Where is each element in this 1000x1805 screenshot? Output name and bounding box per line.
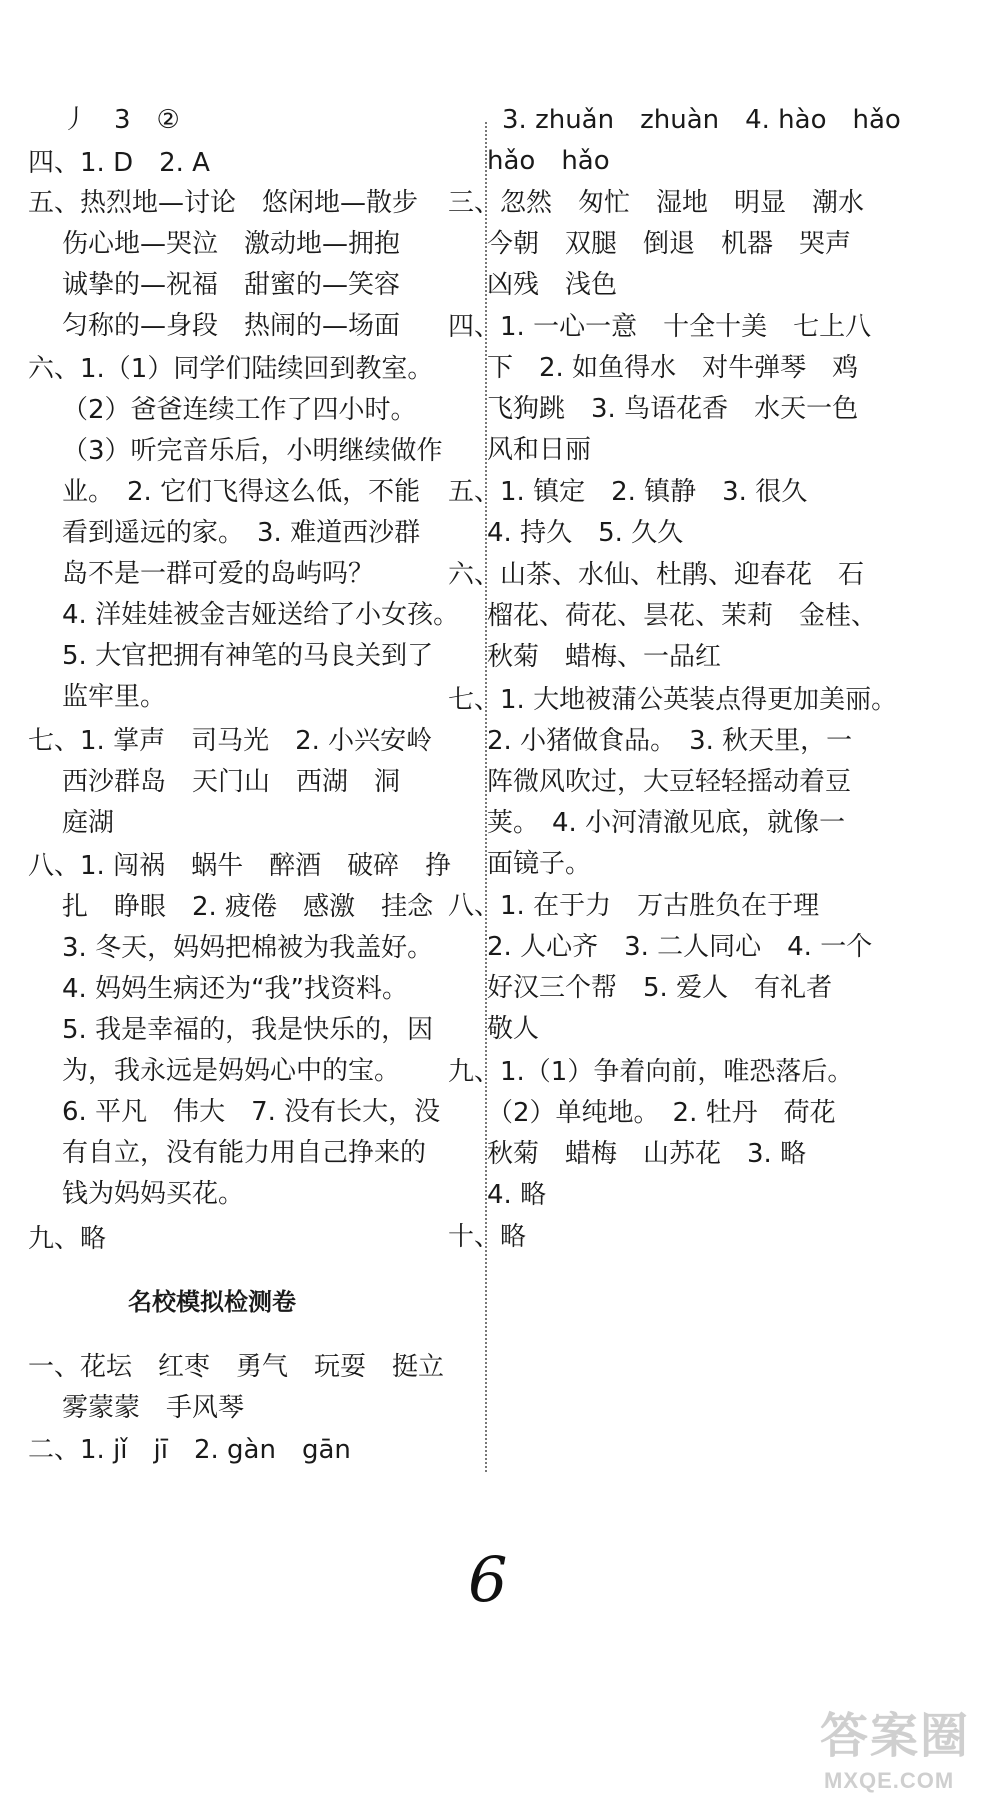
answer-line: 六、山茶、水仙、杜鹃、迎春花 石 [448, 560, 865, 590]
answer-line: 五、热烈地—讨论 悠闲地—散步 [28, 188, 419, 218]
answer-line: 面镜子。 [487, 849, 592, 879]
answer-line: 凶残 浅色 [487, 270, 618, 300]
section-title: 名校模拟检测卷 [128, 1288, 296, 1316]
answer-line: 3. 冬天，妈妈把棉被为我盖好。 [62, 933, 434, 963]
answer-line: 四、1. D 2. A [28, 148, 210, 178]
answer-line: 6. 平凡 伟大 7. 没有长大，没 [62, 1097, 441, 1127]
answer-line: 钱为妈妈买花。 [62, 1179, 245, 1209]
answer-line: 九、略 [28, 1224, 107, 1254]
answer-line: 六、1.（1）同学们陆续回到教室。 [28, 354, 434, 384]
answer-line: 风和日丽 [487, 435, 592, 465]
answer-line: 5. 大官把拥有神笔的马良关到了 [62, 641, 434, 671]
answer-line: 十、略 [448, 1222, 527, 1252]
answer-line: 岛不是一群可爱的岛屿吗？ [62, 559, 375, 589]
answer-line: 4. 妈妈生病还为“我”找资料。 [62, 974, 409, 1004]
answer-line: 下 2. 如鱼得水 对牛弹琴 鸡 [487, 353, 859, 383]
answer-line: 扎 睁眼 2. 疲倦 感激 挂念 [62, 892, 434, 922]
answer-line: 三、忽然 匆忙 湿地 明显 潮水 [448, 188, 865, 218]
answer-line: 2. 小猪做食品。 3. 秋天里，一 [487, 726, 853, 756]
answer-line: （2）爸爸连续工作了四小时。 [62, 395, 417, 425]
answer-line: 七、1. 掌声 司马光 2. 小兴安岭 [28, 726, 433, 756]
answer-line: 匀称的—身段 热闹的—场面 [62, 311, 401, 341]
answer-line: 秋菊 蜡梅 山苏花 3. 略 [487, 1139, 807, 1169]
answer-line: 秋菊 蜡梅、一品红 [487, 642, 722, 672]
answer-line: 榴花、荷花、昙花、茉莉 金桂、 [487, 601, 878, 631]
answer-line: 阵微风吹过，大豆轻轻摇动着豆 [487, 767, 852, 797]
answer-line: 庭湖 [62, 808, 115, 838]
answer-line: 好汉三个帮 5. 爱人 有礼者 [487, 973, 833, 1003]
answer-line: （2）单纯地。 2. 牡丹 荷花 [487, 1098, 836, 1128]
answer-line: 一、花坛 红枣 勇气 玩耍 挺立 [28, 1352, 445, 1382]
answer-line: （3）听完音乐后，小明继续做作 [62, 436, 443, 466]
watermark [820, 1708, 990, 1798]
answer-line: 四、1. 一心一意 十全十美 七上八 [448, 312, 872, 342]
answer-line: 今朝 双腿 倒退 机器 哭声 [487, 229, 852, 259]
answer-line: 雾蒙蒙 手风琴 [62, 1393, 245, 1423]
answer-line: 诚挚的—祝福 甜蜜的—笑容 [62, 270, 401, 300]
watermark-logo: 答案圈 [820, 1708, 971, 1764]
answer-line: 九、1.（1）争着向前，唯恐落后。 [448, 1057, 854, 1087]
answer-line: 有自立，没有能力用自己挣来的 [62, 1138, 427, 1168]
answer-line: 4. 洋娃娃被金吉娅送给了小女孩。 [62, 600, 460, 630]
answer-line: 3. zhuǎn zhuàn 4. hào hǎo [502, 105, 901, 135]
answer-line: hǎo hǎo [487, 146, 610, 176]
answer-line: 业。 2. 它们飞得这么低，不能 [62, 477, 421, 507]
answer-line: 4. 持久 5. 久久 [487, 518, 684, 548]
answer-line: 丿 3 ② [62, 105, 180, 135]
answer-line: 看到遥远的家。 3. 难道西沙群 [62, 518, 421, 548]
answer-line: 监牢里。 [62, 682, 167, 712]
answer-line: 飞狗跳 3. 鸟语花香 水天一色 [487, 394, 859, 424]
answer-line: 八、1. 闯祸 蜗牛 醉酒 破碎 挣 [28, 851, 452, 881]
answer-line: 七、1. 大地被蒲公英装点得更加美丽。 [448, 685, 898, 715]
answer-line: 2. 人心齐 3. 二人同心 4. 一个 [487, 932, 873, 962]
answer-line: 西沙群岛 天门山 西湖 洞 [62, 767, 401, 797]
answer-line: 八、1. 在于力 万古胜负在于理 [448, 891, 820, 921]
answer-line: 4. 略 [487, 1180, 547, 1210]
answer-line: 荚。 4. 小河清澈见底，就像一 [487, 808, 846, 838]
answer-line: 伤心地—哭泣 激动地—拥抱 [62, 229, 401, 259]
answer-line: 为，我永远是妈妈心中的宝。 [62, 1056, 401, 1086]
answer-line: 五、1. 镇定 2. 镇静 3. 很久 [448, 477, 808, 507]
answer-line: 二、1. jǐ jī 2. gàn gān [28, 1435, 351, 1465]
page-number: 6 [468, 1543, 508, 1616]
answer-line: 5. 我是幸福的，我是快乐的，因 [62, 1015, 434, 1045]
watermark-url: MXQE.COM [824, 1768, 955, 1793]
answer-line: 敬人 [487, 1014, 540, 1044]
